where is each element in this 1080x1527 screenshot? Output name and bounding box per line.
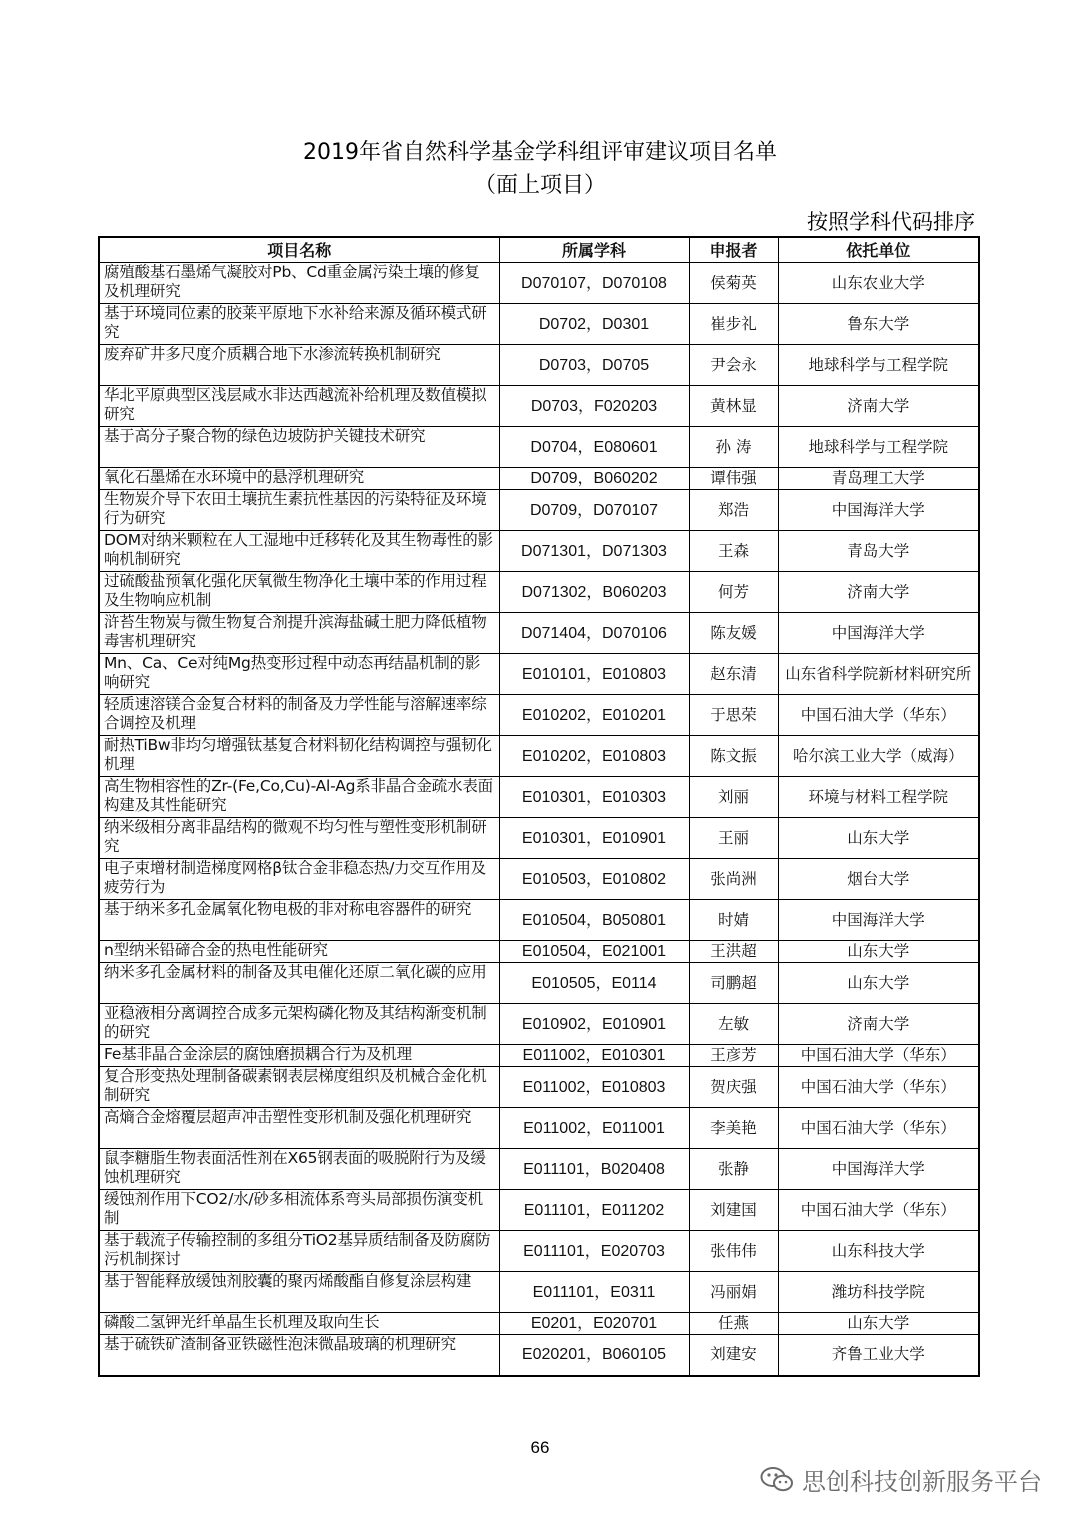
header-unit: 依托单位 [778,237,979,263]
applicant-cell: 张静 [689,1149,778,1190]
host-unit-cell: 中国石油大学（华东） [778,1045,979,1067]
table-row [99,1149,979,1190]
subject-code-cell: E010202，E010803 [499,736,689,777]
document-title: 2019年省自然科学基金学科组评审建议项目名单 [303,140,777,165]
subject-code-cell: E010504，B050801 [499,900,689,941]
applicant-cell: 侯菊英 [689,263,778,304]
subject-code-cell: D0709，D070107 [499,490,689,531]
table-row [99,900,979,941]
host-unit-cell: 青岛理工大学 [778,468,979,490]
project-name: 基于载流子传输控制的多组分TiO2基异质结制备及防腐防污机制探讨 [104,1231,491,1268]
applicant-cell: 任燕 [689,1313,778,1335]
project-name: 轻质速溶镁合金复合材料的制备及力学性能与溶解速率综合调控及机理 [104,695,487,732]
host-unit-cell: 中国海洋大学 [778,900,979,941]
project-name: 基于纳米多孔金属氧化物电极的非对称电容器件的研究 [104,900,472,918]
document-subtitle: （面上项目） [473,173,606,198]
project-name: Fe基非晶合金涂层的腐蚀磨损耦合行为及机理 [104,1045,412,1063]
project-name-cell [99,427,499,468]
table-row [99,941,979,963]
host-unit-cell: 山东农业大学 [778,263,979,304]
project-name-cell [99,1108,499,1149]
table-row [99,1272,979,1313]
project-name-cell [99,818,499,859]
host-unit-cell: 地球科学与工程学院 [778,345,979,386]
applicant-cell: 孙 涛 [689,427,778,468]
subject-code-cell: D070107，D070108 [499,263,689,304]
table-row [99,859,979,900]
project-name-cell [99,1313,499,1335]
applicant-cell: 王彦芳 [689,1045,778,1067]
table-row [99,1045,979,1067]
applicant-cell: 王丽 [689,818,778,859]
project-name-cell [99,613,499,654]
subject-code-cell: E020201，B060105 [499,1335,689,1376]
table-row [99,818,979,859]
project-name: 缓蚀剂作用下CO2/水/砂多相流体系弯头局部损伤演变机制 [104,1190,483,1227]
project-name: 高生物相容性的Zr-(Fe,Co,Cu)-Al-Ag系非晶合金疏水表面构建及其性能研究 [104,777,493,814]
project-name: 磷酸二氢钾光纤单晶生长机理及取向生长 [104,1313,380,1331]
header-project-name: 项目名称 [99,237,499,263]
project-name: 复合形变热处理制备碳素钢表层梯度组织及机械合金化机制研究 [104,1067,487,1104]
project-name: 高熵合金熔覆层超声冲击塑性变形机制及强化机理研究 [104,1108,472,1126]
applicant-cell: 左敏 [689,1004,778,1045]
table-row [99,531,979,572]
applicant-cell: 崔步礼 [689,304,778,345]
project-name: 生物炭介导下农田土壤抗生素抗性基因的污染特征及环境行为研究 [104,490,487,527]
subject-code-cell: E010301，E010901 [499,818,689,859]
subject-code-cell: E0201，E020701 [499,1313,689,1335]
applicant-cell: 谭伟强 [689,468,778,490]
project-name: 纳米多孔金属材料的制备及其电催化还原二氧化碳的应用 [104,963,487,981]
applicant-cell: 张伟伟 [689,1231,778,1272]
project-name: 基于硫铁矿渣制备亚铁磁性泡沫微晶玻璃的机理研究 [104,1335,456,1353]
watermark-text: 思创科技创新服务平台 [802,1468,1042,1496]
host-unit-cell: 哈尔滨工业大学（威海） [778,736,979,777]
host-unit-cell: 济南大学 [778,1004,979,1045]
subject-code-cell: D0703，F020203 [499,386,689,427]
project-name-cell [99,900,499,941]
project-name-cell [99,941,499,963]
project-name: 纳米级相分离非晶结构的微观不均匀性与塑性变形机制研究 [104,818,487,855]
host-unit-cell: 中国石油大学（华东） [778,1067,979,1108]
applicant-cell: 刘丽 [689,777,778,818]
project-name-cell [99,1272,499,1313]
subject-code-cell: D071404，D070106 [499,613,689,654]
subject-code-cell: D0702，D0301 [499,304,689,345]
applicant-cell: 李美艳 [689,1108,778,1149]
header-applicant: 申报者 [689,237,778,263]
host-unit-cell: 潍坊科技学院 [778,1272,979,1313]
table-row [99,1108,979,1149]
subject-code-cell: E010101，E010803 [499,654,689,695]
host-unit-cell: 中国海洋大学 [778,613,979,654]
subject-code-cell: E010902，E010901 [499,1004,689,1045]
table-row [99,1004,979,1045]
host-unit-cell: 山东科技大学 [778,1231,979,1272]
host-unit-cell: 烟台大学 [778,859,979,900]
project-name: 耐热TiBw非均匀增强钛基复合材料韧化结构调控与强韧化机理 [104,736,492,773]
project-name-cell [99,859,499,900]
project-name: 过硫酸盐预氧化强化厌氧微生物净化土壤中苯的作用过程及生物响应机制 [104,572,487,609]
project-name: 氧化石墨烯在水环境中的悬浮机理研究 [104,468,365,486]
table-row [99,345,979,386]
host-unit-cell: 山东大学 [778,818,979,859]
applicant-cell: 司鹏超 [689,963,778,1004]
table-body [99,263,979,1376]
host-unit-cell: 中国海洋大学 [778,490,979,531]
subject-code-cell: D0703，D0705 [499,345,689,386]
wechat-icon [760,1466,794,1494]
table-row [99,654,979,695]
project-name-cell [99,345,499,386]
table-row [99,386,979,427]
host-unit-cell: 山东大学 [778,963,979,1004]
project-name: 废弃矿井多尺度介质耦合地下水渗流转换机制研究 [104,345,441,363]
table-row [99,468,979,490]
project-name: 华北平原典型区浅层咸水非达西越流补给机理及数值模拟研究 [104,386,487,423]
project-name-cell [99,777,499,818]
applicant-cell: 张尚洲 [689,859,778,900]
page-number: 66 [530,1438,550,1457]
watermark [760,1462,1042,1497]
subject-code-cell: D071301，D071303 [499,531,689,572]
subject-code-cell: E011101，E020703 [499,1231,689,1272]
sort-note: 按照学科代码排序 [807,210,975,234]
host-unit-cell: 中国石油大学（华东） [778,1190,979,1231]
project-name: n型纳米铅碲合金的热电性能研究 [104,941,328,959]
applicant-cell: 郑浩 [689,490,778,531]
table-row [99,427,979,468]
table-row [99,1067,979,1108]
host-unit-cell: 鲁东大学 [778,304,979,345]
subject-code-cell: E011101，B020408 [499,1149,689,1190]
project-name: 基于环境同位素的胶莱平原地下水补给来源及循环模式研究 [104,304,487,341]
host-unit-cell: 中国海洋大学 [778,1149,979,1190]
table-header-row [99,237,979,263]
table-row [99,1313,979,1335]
project-name-cell [99,1067,499,1108]
applicant-cell: 赵东清 [689,654,778,695]
project-name-cell [99,1190,499,1231]
host-unit-cell: 山东大学 [778,1313,979,1335]
subject-code-cell: E010503，E010802 [499,859,689,900]
project-name: 基于智能释放缓蚀剂胶囊的聚丙烯酸酯自修复涂层构建 [104,1272,472,1290]
project-name-cell [99,263,499,304]
subject-code-cell: E010505，E0114 [499,963,689,1004]
applicant-cell: 尹会永 [689,345,778,386]
host-unit-cell: 青岛大学 [778,531,979,572]
table-row [99,695,979,736]
host-unit-cell: 山东省科学院新材料研究所 [778,654,979,695]
host-unit-cell: 山东大学 [778,941,979,963]
host-unit-cell: 环境与材料工程学院 [778,777,979,818]
project-name-cell [99,468,499,490]
subject-code-cell: E011002，E011001 [499,1108,689,1149]
applicant-cell: 何芳 [689,572,778,613]
project-name-cell [99,736,499,777]
applicant-cell: 贺庆强 [689,1067,778,1108]
subject-code-cell: E011002，E010803 [499,1067,689,1108]
project-name: 基于高分子聚合物的绿色边坡防护关键技术研究 [104,427,426,445]
project-name: DOM对纳米颗粒在人工湿地中迁移转化及其生物毒性的影响机制研究 [104,531,493,568]
project-name-cell [99,654,499,695]
table-row [99,1231,979,1272]
table-row [99,736,979,777]
applicant-cell: 刘建安 [689,1335,778,1376]
subject-code-cell: E010504，E021001 [499,941,689,963]
project-name: Mn、Ca、Ce对纯Mg热变形过程中动态再结晶机制的影响研究 [104,654,481,691]
subject-code-cell: D0704，E080601 [499,427,689,468]
subject-code-cell: E011101，E011202 [499,1190,689,1231]
applicant-cell: 王森 [689,531,778,572]
project-name: 电子束增材制造梯度网格β钛合金非稳态热/力交互作用及疲劳行为 [104,859,486,896]
project-name-cell [99,1231,499,1272]
applicant-cell: 刘建国 [689,1190,778,1231]
project-name-cell [99,1045,499,1067]
project-name-cell [99,386,499,427]
applicant-cell: 陈友媛 [689,613,778,654]
table-row [99,304,979,345]
applicant-cell: 冯丽娟 [689,1272,778,1313]
table-row [99,490,979,531]
host-unit-cell: 地球科学与工程学院 [778,427,979,468]
table-row [99,777,979,818]
host-unit-cell: 济南大学 [778,572,979,613]
project-name-cell [99,304,499,345]
project-name-cell [99,572,499,613]
project-name-cell [99,531,499,572]
project-name: 亚稳液相分离调控合成多元架构磷化物及其结构渐变机制的研究 [104,1004,487,1041]
project-name-cell [99,1149,499,1190]
project-name-cell [99,695,499,736]
applicant-cell: 于思荣 [689,695,778,736]
project-name: 浒苔生物炭与微生物复合剂提升滨海盐碱土肥力降低植物毒害机理研究 [104,613,487,650]
host-unit-cell: 中国石油大学（华东） [778,1108,979,1149]
project-name: 鼠李糖脂生物表面活性剂在X65钢表面的吸脱附行为及缓蚀机理研究 [104,1149,486,1186]
host-unit-cell: 中国石油大学（华东） [778,695,979,736]
project-name-cell [99,963,499,1004]
project-name: 腐殖酸基石墨烯气凝胶对Pb、Cd重金属污染土壤的修复及机理研究 [104,263,480,300]
subject-code-cell: E011002，E010301 [499,1045,689,1067]
header-subject: 所属学科 [499,237,689,263]
table-row [99,1335,979,1376]
subject-code-cell: E010301，E010303 [499,777,689,818]
table-row [99,263,979,304]
applicant-cell: 时婧 [689,900,778,941]
table-row [99,1190,979,1231]
subject-code-cell: E011101，E0311 [499,1272,689,1313]
table-row [99,613,979,654]
project-name-cell [99,490,499,531]
applicant-cell: 陈文振 [689,736,778,777]
table-row [99,963,979,1004]
applicant-cell: 王洪超 [689,941,778,963]
subject-code-cell: E010202，E010201 [499,695,689,736]
table-row [99,572,979,613]
subject-code-cell: D0709，B060202 [499,468,689,490]
project-table [98,236,980,1377]
host-unit-cell: 济南大学 [778,386,979,427]
project-name-cell [99,1004,499,1045]
applicant-cell: 黄林显 [689,386,778,427]
host-unit-cell: 齐鲁工业大学 [778,1335,979,1376]
subject-code-cell: D071302，B060203 [499,572,689,613]
project-name-cell [99,1335,499,1376]
